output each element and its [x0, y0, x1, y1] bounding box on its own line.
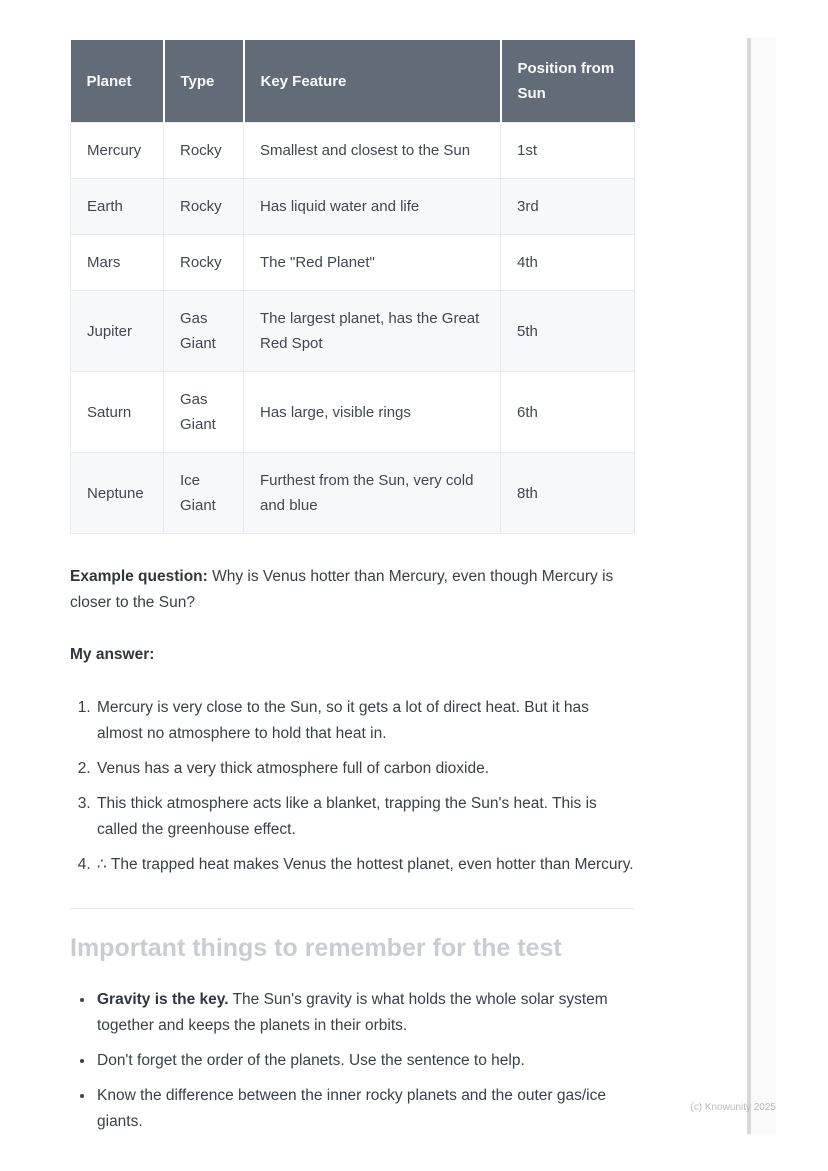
- my-answer-label: My answer:: [70, 646, 155, 663]
- page-edge-line: [747, 38, 751, 1134]
- section-divider: [70, 908, 634, 909]
- table-row: [71, 453, 635, 534]
- example-question-label: Example question:: [70, 568, 208, 585]
- reminder-text: Don't forget the order of the planets. Use the sentence to help.: [97, 1052, 525, 1069]
- table-row: [71, 235, 635, 291]
- cell-type: Rocky: [164, 235, 244, 291]
- cell-key-feature: Has liquid water and life: [244, 179, 501, 235]
- document-content: [70, 0, 634, 1144]
- table-header-key-feature: Key Feature: [244, 40, 501, 123]
- table-row: [71, 372, 635, 453]
- page-edge-shade: [751, 38, 776, 1134]
- cell-planet: Jupiter: [71, 291, 164, 372]
- cell-type: Gas Giant: [164, 372, 244, 453]
- cell-planet: Mars: [71, 235, 164, 291]
- reminder-list: [70, 987, 634, 1135]
- planets-table: [70, 40, 635, 534]
- cell-type: Ice Giant: [164, 453, 244, 534]
- cell-position: 1st: [501, 123, 635, 179]
- reminder-item: [95, 987, 634, 1039]
- reminder-text: Know the difference between the inner rocky planets and the outer gas/ice giants.: [97, 1087, 606, 1130]
- table-header-type: Type: [164, 40, 244, 123]
- table-header-row: [71, 40, 635, 123]
- reminder-text: The Sun's gravity is what holds the whole solar system together and keeps the planets in their orbits.: [97, 991, 608, 1034]
- cell-position: 4th: [501, 235, 635, 291]
- example-question-paragraph: [70, 564, 634, 616]
- answer-item: 1. Mercury is very close to the Sun, so it gets a lot of direct heat. But it has almost no atmosphere to hold that heat in.: [95, 695, 634, 747]
- table-header-position: Position from Sun: [501, 40, 635, 123]
- cell-position: 6th: [501, 372, 635, 453]
- cell-type: Gas Giant: [164, 291, 244, 372]
- cell-planet: Mercury: [71, 123, 164, 179]
- watermark: (c) Knowunity 2025: [690, 1102, 776, 1113]
- cell-planet: Saturn: [71, 372, 164, 453]
- cell-position: 5th: [501, 291, 635, 372]
- cell-planet: Earth: [71, 179, 164, 235]
- example-question-text: Why is Venus hotter than Mercury, even though Mercury is closer to the Sun?: [70, 568, 614, 611]
- cell-position: 3rd: [501, 179, 635, 235]
- answer-item: 3. This thick atmosphere acts like a blanket, trapping the Sun's heat. This is called the greenhouse effect.: [95, 791, 634, 843]
- cell-key-feature: Has large, visible rings: [244, 372, 501, 453]
- cell-key-feature: Furthest from the Sun, very cold and blue: [244, 453, 501, 534]
- section-heading: Important things to remember for the test: [70, 934, 562, 962]
- reminder-item: [95, 1048, 634, 1074]
- table-row: [71, 179, 635, 235]
- reminder-item: [95, 1083, 634, 1135]
- cell-position: 8th: [501, 453, 635, 534]
- cell-planet: Neptune: [71, 453, 164, 534]
- cell-key-feature: The "Red Planet": [244, 235, 501, 291]
- reminder-bold-text: Gravity is the key.: [97, 991, 229, 1008]
- cell-type: Rocky: [164, 123, 244, 179]
- table-row: [71, 291, 635, 372]
- answer-item: 4. ∴ The trapped heat makes Venus the hottest planet, even hotter than Mercury.: [95, 852, 634, 878]
- table-row: [71, 123, 635, 179]
- answer-list: [70, 695, 634, 878]
- table-header-planet: Planet: [71, 40, 164, 123]
- answer-item: 2. Venus has a very thick atmosphere full of carbon dioxide.: [95, 756, 634, 782]
- cell-key-feature: Smallest and closest to the Sun: [244, 123, 501, 179]
- cell-type: Rocky: [164, 179, 244, 235]
- cell-key-feature: The largest planet, has the Great Red Spot: [244, 291, 501, 372]
